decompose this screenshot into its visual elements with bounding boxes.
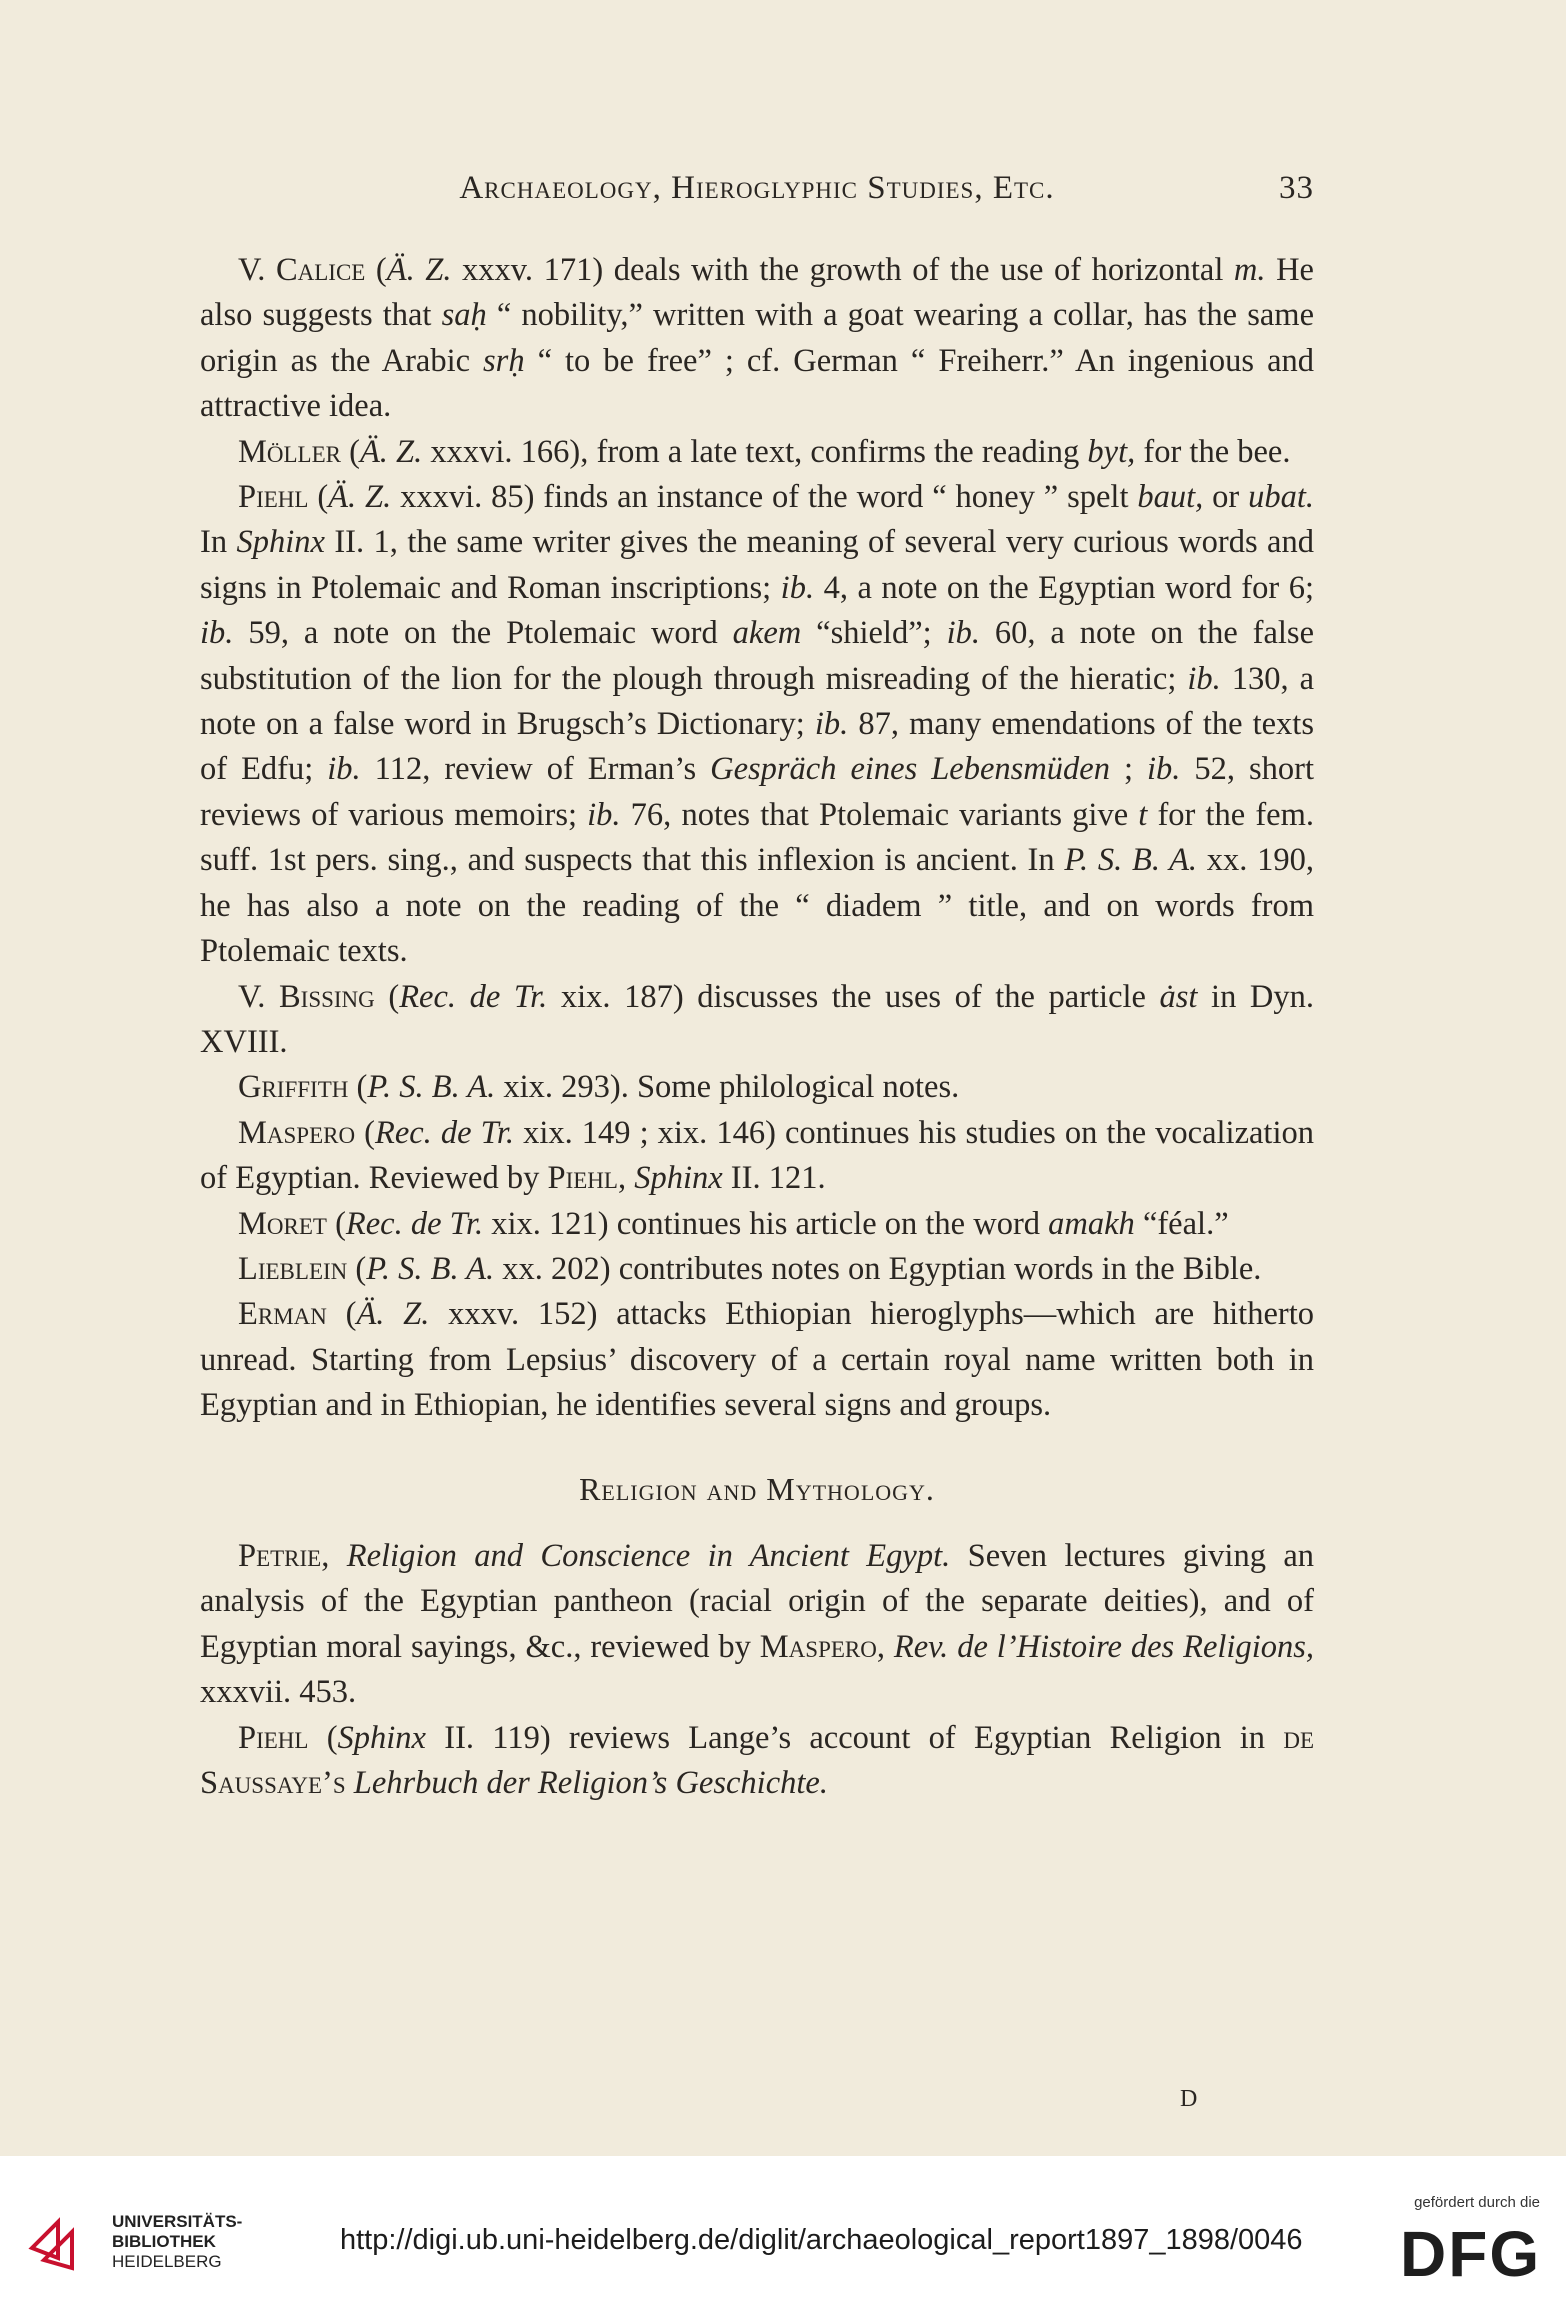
footer-bar xyxy=(0,2156,1566,2312)
entry-author: Maspero xyxy=(238,1114,356,1151)
entry-author: Möller xyxy=(238,433,341,470)
italic-text: Sphinx xyxy=(634,1160,723,1197)
entry-author: Piehl xyxy=(238,479,309,516)
italic-text: ib. xyxy=(327,751,361,788)
bibliography-entry: Erman (Ä. Z. xxxv. 152) attacks Ethiopian hieroglyphs—which are hitherto unread. Starting from Lepsius’ discovery of a certain royal name written both in Egyptian and in Ethiopian, he identifies several signs and groups. xyxy=(200,1296,1314,1424)
italic-text: Lehrbuch der Religion’s Geschichte. xyxy=(353,1765,828,1801)
italic-text: Ä. Z. xyxy=(328,479,392,516)
section-heading: Religion and Mythology. xyxy=(579,1470,935,1507)
italic-text: Rev. de l’Histoire des Religions, xyxy=(893,1628,1314,1665)
library-name-line: BIBLIOTHEK xyxy=(112,2232,216,2251)
dfg-logo: DFG xyxy=(1400,2218,1542,2290)
italic-text: t xyxy=(1138,796,1148,833)
italic-text: ib. xyxy=(946,615,980,652)
entry-author: Erman xyxy=(238,1296,327,1333)
italic-text: Gespräch eines Lebensmüden xyxy=(710,751,1110,788)
library-name xyxy=(112,2212,242,2272)
section-entries xyxy=(200,1534,1314,1806)
italic-text: Sphinx xyxy=(236,524,325,561)
italic-text: saḥ xyxy=(441,297,487,334)
bibliography-entry: Griffith (P. S. B. A. xix. 293). Some philological notes. xyxy=(238,1069,960,1106)
italic-text: P. S. B. A. xyxy=(367,1069,496,1106)
italic-text: Religion and Conscience in Ancient Egypt. xyxy=(346,1537,951,1574)
small-caps-text: de Saussaye’s xyxy=(200,1719,1314,1801)
library-name-line: UNIVERSITÄTS- xyxy=(112,2212,243,2231)
entry-author: Moret xyxy=(238,1205,327,1242)
permalink-url[interactable]: http://digi.ub.uni-heidelberg.de/diglit/archaeological_report1897_1898/0046 xyxy=(340,2224,1303,2256)
body-text xyxy=(200,248,1314,1806)
bibliography-entry: Lieblein (P. S. B. A. xx. 202) contributes notes on Egyptian words in the Bible. xyxy=(238,1250,1262,1287)
italic-text: ib. xyxy=(814,706,849,743)
bibliography-entry: Petrie, Religion and Conscience in Ancient Egypt. Seven lectures giving an analysis of the Egyptian pantheon (racial origin of the separate deities), and of Egyptian moral sayings, &c., reviewed by Maspero, Rev. de l’Histoire des Religions, xxxvii. 453. xyxy=(200,1537,1315,1711)
italic-text: P. S. B. A. xyxy=(366,1250,495,1287)
italic-text: amakh xyxy=(1048,1205,1135,1242)
bibliography-entry: Maspero (Rec. de Tr. xix. 149 ; xix. 146) continues his studies on the vocalization of Egyptian. Reviewed by Piehl, Sphinx II. 121. xyxy=(200,1114,1314,1197)
running-title: Archaeology, Hieroglyphic Studies, Etc. xyxy=(459,170,1055,206)
italic-text: baut, xyxy=(1137,479,1204,516)
italic-text: m. xyxy=(1233,252,1266,288)
italic-text: Rec. de Tr. xyxy=(399,978,548,1015)
italic-text: akem xyxy=(732,615,802,652)
italic-text: ib. xyxy=(200,615,234,652)
italic-text: ib. xyxy=(780,569,815,606)
entry-author: V. Calice xyxy=(238,252,366,288)
bibliography-entry: Piehl (Sphinx II. 119) reviews Lange’s account of Egyptian Religion in de Saussaye’s Lehrbuch der Religion’s Geschichte. xyxy=(200,1719,1314,1801)
bibliography-entry: Moret (Rec. de Tr. xix. 121) continues his article on the word amakh “féal.” xyxy=(238,1205,1229,1242)
bibliography-entry: V. Calice (Ä. Z. xxxv. 171) deals with the growth of the use of horizontal m. He also suggests that saḥ “ nobility,” written with a goat wearing a collar, has the same origin as the Arabic srḥ “ to be free” ; cf. German “ Freiherr.” An ingenious and attractive idea. xyxy=(200,252,1314,425)
italic-text: Rec. de Tr. xyxy=(374,1114,515,1151)
italic-text: ȧst xyxy=(1159,978,1198,1015)
signature-mark: D xyxy=(1180,2086,1198,2112)
page-number: 33 xyxy=(1279,170,1314,206)
italic-text: P. S. B. A. xyxy=(1064,842,1198,879)
entry-author: V. Bissing xyxy=(238,978,375,1015)
italic-text: Sphinx xyxy=(337,1719,426,1756)
small-caps-text: Piehl xyxy=(547,1160,618,1197)
italic-text: Ä. Z. xyxy=(356,1296,430,1333)
italic-text: ubat. xyxy=(1248,479,1314,516)
bibliography-entry: Möller (Ä. Z. xxxvi. 166), from a late text, confirms the reading byt, for the bee. xyxy=(238,433,1291,470)
italic-text: Ä. Z. xyxy=(359,433,423,470)
entries xyxy=(200,248,1314,1429)
italic-text: ib. xyxy=(1187,660,1221,697)
italic-text: Ä. Z. xyxy=(386,252,452,288)
library-name-line: HEIDELBERG xyxy=(112,2252,222,2271)
italic-text: byt, xyxy=(1087,433,1136,470)
funder-note: gefördert durch die xyxy=(1414,2194,1540,2211)
entry-author: Petrie xyxy=(238,1537,322,1574)
library-logo-icon xyxy=(28,2208,88,2272)
italic-text: Rec. de Tr. xyxy=(345,1205,484,1242)
italic-text: ib. xyxy=(1146,751,1181,788)
italic-text: srḥ xyxy=(483,342,525,379)
small-caps-text: Maspero xyxy=(759,1628,877,1665)
bibliography-entry: V. Bissing (Rec. de Tr. xix. 187) discusses the uses of the particle ȧst in Dyn. XVIII. xyxy=(200,978,1314,1060)
entry-author: Griffith xyxy=(238,1069,349,1106)
italic-text: ib. xyxy=(587,796,621,833)
bibliography-entry: Piehl (Ä. Z. xxxvi. 85) finds an instance of the word “ honey ” spelt baut, or ubat. In Sphinx II. 1, the same writer gives the meaning of several very curious words and signs in Ptolemaic and Roman inscriptions; ib. 4, a note on the Egyptian word for 6; ib. 59, a note on the Ptolemaic word akem “shield”; ib. 60, a note on the false substitution of the lion for the plough through misreading of the hieratic; ib. 130, a note on a false word in Brugsch’s Dictionary; ib. 87, many emendations of the texts of Edfu; ib. 112, review of Erman’s Gespräch eines Lebensmüden ; ib. 52, short reviews of various memoirs; ib. 76, notes that Ptolemaic variants give t for the fem. suff. 1st pers. sing., and suspects that this inflexion is ancient. In P. S. B. A. xx. 190, he has also a note on the reading of the “ diadem ” title, and on words from Ptolemaic texts. xyxy=(200,479,1315,970)
entry-author: Piehl xyxy=(238,1719,309,1756)
entry-author: Lieblein xyxy=(238,1250,348,1287)
